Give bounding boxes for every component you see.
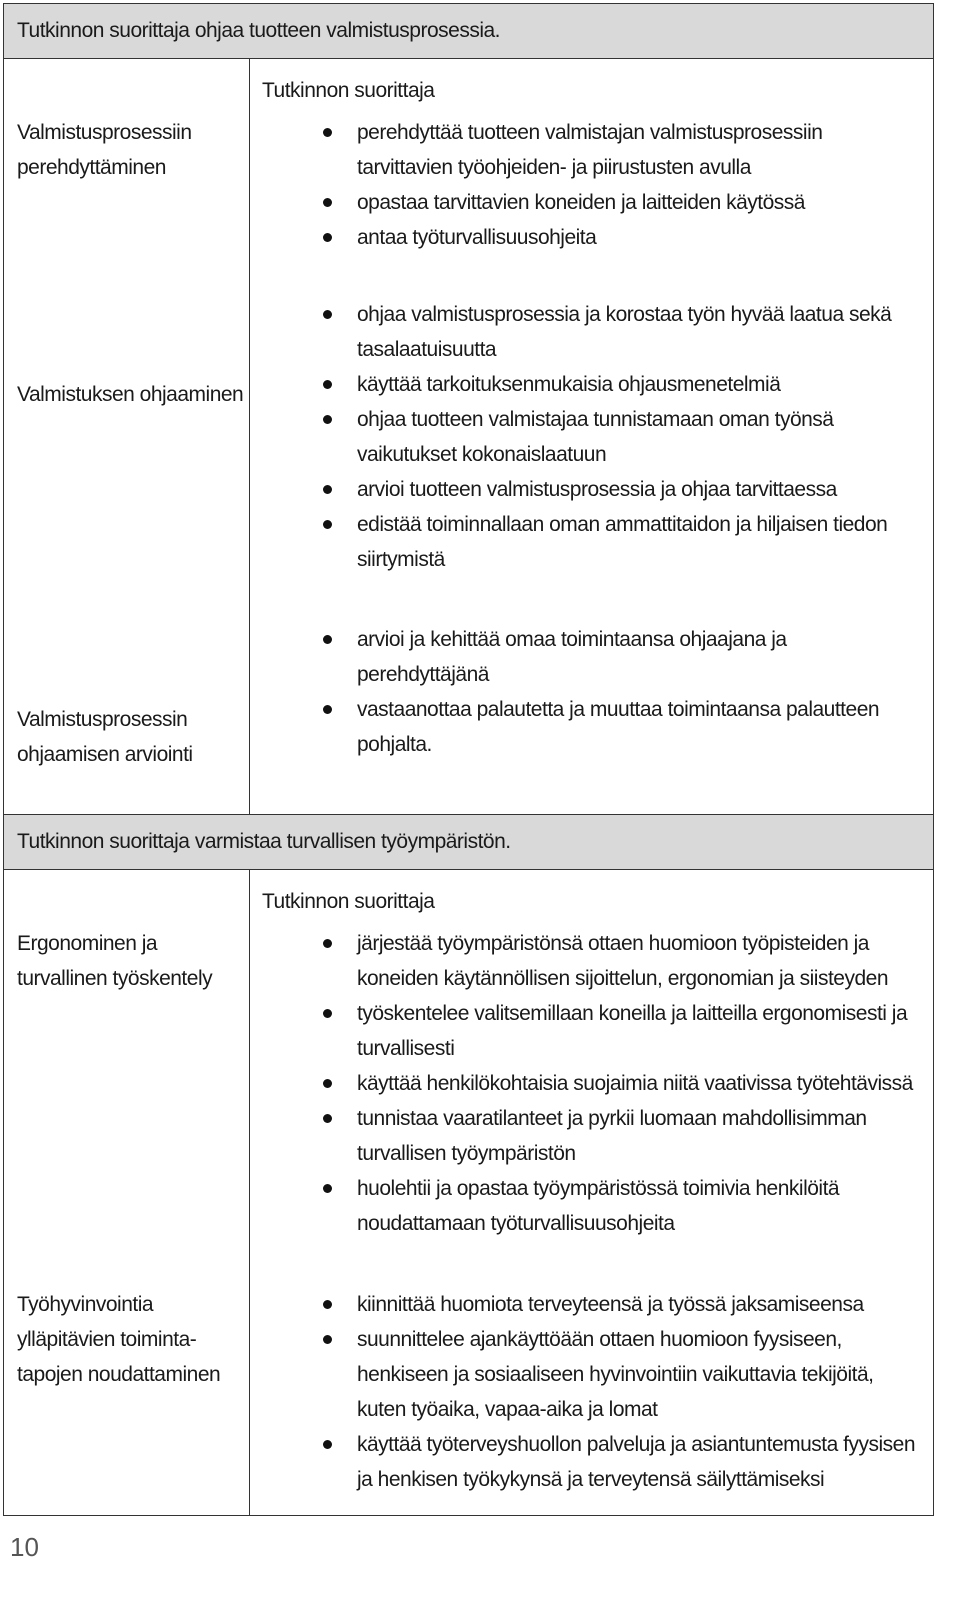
section-heading	[4, 814, 933, 870]
list-item: antaa työturvallisuusohjeita	[262, 220, 933, 255]
list-item: käyttää tarkoituksenmukaisia ohjausmenetelmiä	[262, 367, 933, 402]
list-item: suunnittelee ajankäyttöään ottaen huomioon fyysiseen, henkiseen ja sosiaaliseen hyvinvointiin vaikuttavia tekijöitä, kuten työaika, vapaa-aika ja lomat	[262, 1322, 933, 1427]
list-item: vastaanottaa palautetta ja muuttaa toimintaansa palautteen pohjalta.	[262, 692, 933, 762]
section-body	[4, 870, 933, 1515]
list-item: huolehtii ja opastaa työympäristössä toimivia henkilöitä noudattamaan työturvallisuusohjeita	[262, 1171, 933, 1241]
list-item: perehdyttää tuotteen valmistajan valmistusprosessiin tarvittavien työohjeiden- ja piirustusten avulla	[262, 115, 933, 185]
page-number: 10	[10, 1532, 39, 1562]
section-heading-text: Tutkinnon suorittaja varmistaa turvallisen työympäristön.	[17, 830, 511, 853]
label-column	[4, 870, 250, 1515]
list-item: opastaa tarvittavien koneiden ja laitteiden käytössä	[262, 185, 933, 220]
bullet-list	[262, 115, 933, 297]
list-item: järjestää työympäristönsä ottaen huomioon työpisteiden ja koneiden käytännöllisen sijoittelun, ergonomian ja siisteyden	[262, 926, 933, 996]
list-item: arvioi ja kehittää omaa toimintaansa ohjaajana ja perehdyttäjänä	[262, 622, 933, 692]
criterion-label: Ergonominen ja turvallinen työskentely	[17, 932, 213, 990]
list-item: tunnistaa vaaratilanteet ja pyrkii luomaan mahdollisimman turvallisen työympäristön	[262, 1101, 933, 1171]
section-heading-text: Tutkinnon suorittaja ohjaa tuotteen valmistusprosessia.	[17, 19, 501, 42]
list-item: käyttää työterveyshuollon palveluja ja asiantuntemusta fyysisen ja henkisen työkykynsä ja terveytensä säilyttämiseksi	[262, 1427, 933, 1497]
list-item: arvioi tuotteen valmistusprosessia ja ohjaa tarvittaessa	[262, 472, 933, 507]
criterion-label: Valmistusprosessin ohjaamisen arviointi	[17, 708, 193, 766]
list-item: työskentelee valitsemillaan koneilla ja laitteilla ergonomisesti ja turvallisesti	[262, 996, 933, 1066]
label-spacer	[17, 59, 249, 115]
bullet-list	[262, 622, 933, 756]
content-column	[250, 870, 933, 1515]
criterion-label: Työhyvinvointia ylläpitävien toiminta-tapojen noudattaminen	[17, 1293, 221, 1386]
list-item: edistää toiminnallaan oman ammattitaidon ja hiljaisen tiedon siirtymistä	[262, 507, 933, 577]
list-item: ohjaa tuotteen valmistajaa tunnistamaan oman työnsä vaikutukset kokonaislaatuun	[262, 402, 933, 472]
list-item: kiinnittää huomiota terveyteensä ja työssä jaksamiseensa	[262, 1287, 933, 1322]
list-item: käyttää henkilökohtaisia suojaimia niitä vaativissa työtehtävissä	[262, 1066, 933, 1101]
bullet-list	[262, 297, 933, 622]
list-item: ohjaa valmistusprosessia ja korostaa työn hyvää laatua sekä tasalaatuisuutta	[262, 297, 933, 367]
intro-text: Tutkinnon suorittaja	[262, 79, 435, 102]
intro-text: Tutkinnon suorittaja	[262, 890, 435, 913]
criteria-table	[3, 3, 934, 1516]
criterion-label: Valmistusprosessiin perehdyttäminen	[17, 121, 192, 179]
criterion-label: Valmistuksen ohjaaminen	[17, 383, 244, 406]
section-body	[4, 59, 933, 814]
label-spacer	[17, 870, 249, 926]
bullet-list	[262, 926, 933, 1287]
bullet-list	[262, 1287, 933, 1515]
label-column	[4, 59, 250, 814]
section-heading	[4, 4, 933, 59]
content-column	[250, 59, 933, 814]
